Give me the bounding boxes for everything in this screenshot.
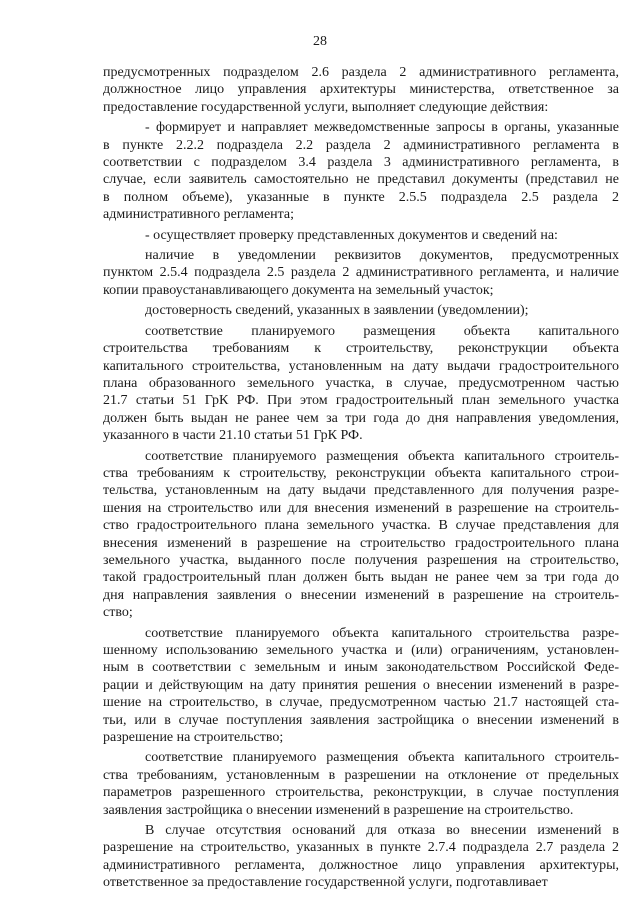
text-line: указанного в части 21.10 статьи 51 ГрК РФ. bbox=[103, 428, 363, 444]
paragraph bbox=[103, 119, 619, 223]
text-line: соответствии с подразделом 3.4 раздела 3 административного регламента, в bbox=[103, 155, 619, 171]
text-line: шение на строительство, в случае, предусмотренном частью 21.7 настоящей ста- bbox=[103, 695, 619, 711]
text-line: заявления застройщика о внесении изменений в разрешение на строительство. bbox=[103, 802, 574, 818]
text-line: должен быть выдан не ранее чем за три года до дня направления уведомления, bbox=[103, 410, 619, 426]
text-line: разрешение на строительство; bbox=[103, 730, 284, 746]
text-line: шения на строительство или для внесения изменений в разрешение на строитель- bbox=[103, 500, 619, 516]
text-line: - осуществляет проверку представленных документов и сведений на: bbox=[145, 227, 558, 243]
text-line: капитального строительства, установленным на дату выдачи градостроительного bbox=[103, 358, 619, 374]
text-line: параметров разрешенного строительства, реконструкции, в случае поступления bbox=[103, 785, 619, 801]
paragraph bbox=[103, 302, 619, 319]
text-line: соответствие планируемого объекта капитального строительства разре- bbox=[145, 625, 619, 641]
text-line: ства требованиям к строительству, реконструкции объекта капитального строи- bbox=[103, 465, 619, 481]
text-line: разрешение на строительство, указанных в пункте 2.7.4 подраздела 2.7 раздела 2 bbox=[103, 840, 619, 856]
text-line: предусмотренных подразделом 2.6 раздела 2 административного регламента, bbox=[103, 65, 619, 80]
text-line: тельства, установленным на дату выдачи представленного для получения разре- bbox=[103, 483, 619, 499]
text-line: в пункте 2.2.2 подраздела 2.2 раздела 2 административного регламента в bbox=[103, 137, 619, 153]
text-line: ства требованиям, установленным в разрешении на отклонение от предельных bbox=[103, 767, 619, 783]
text-line: соответствие планируемого размещения объекта капитального строитель- bbox=[145, 750, 619, 766]
text-line: копии правоустанавливающего документа на земельный участок; bbox=[103, 282, 494, 298]
paragraph bbox=[103, 64, 619, 116]
text-line: строительства требованиям к строительству, реконструкции объекта bbox=[103, 341, 619, 357]
text-line: - формирует и направляет межведомственные запросы в органы, указанные bbox=[145, 120, 619, 136]
paragraph bbox=[103, 323, 619, 445]
paragraph bbox=[103, 749, 619, 819]
text-line: пунктом 2.5.4 подраздела 2.5 раздела 2 административного регламента, и наличие bbox=[103, 265, 619, 281]
text-line: ство; bbox=[103, 605, 133, 621]
text-line: тьи, или в случае поступления заявления застройщика о внесении изменений в bbox=[103, 712, 619, 728]
paragraph bbox=[103, 625, 619, 747]
text-line: дня направления заявления о внесении изменений в разрешение на строитель- bbox=[103, 587, 619, 603]
paragraph bbox=[103, 227, 619, 244]
text-line: в полном объеме), указанные в пункте 2.5.5 подраздела 2.5 раздела 2 bbox=[103, 189, 619, 205]
text-line: наличие в уведомлении реквизитов документов, предусмотренных bbox=[145, 248, 619, 264]
text-line: 21.7 статьи 51 ГрК РФ. При этом градостроительный план земельного участка bbox=[103, 393, 619, 409]
text-line: шенному использованию земельного участка и (или) ограничениям, установлен- bbox=[103, 643, 619, 658]
text-line: соответствие планируемого размещения объекта капитального строитель- bbox=[145, 448, 619, 464]
paragraph bbox=[103, 247, 619, 299]
page-number: 28 bbox=[313, 34, 327, 49]
text-line: земельного участка, выданного после получения разрешения на строительство, bbox=[103, 552, 619, 568]
text-line: ответственное за предоставление государственной услуги, подготавливает bbox=[103, 875, 548, 891]
paragraph bbox=[103, 822, 619, 892]
text-line: В случае отсутствия оснований для отказа во внесении изменений в bbox=[145, 823, 619, 839]
text-line: административного регламента; bbox=[103, 207, 295, 223]
text-line: ство градостроительного плана земельного участка. В случае представления для bbox=[103, 518, 619, 534]
text-line: рации и действующим на дату принятия решения о внесении изменений в разре- bbox=[103, 677, 619, 693]
text-line: такой градостроительный план должен быть выдан не ранее чем за три года до bbox=[103, 570, 619, 586]
text-line: плана образованного земельного участка, в случае, предусмотренном частью bbox=[103, 375, 619, 391]
text-line: должностное лицо управления архитектуры министерства, ответственное за bbox=[103, 82, 619, 98]
text-line: ным в соответствии с земельным и иным законодательством Российской Феде- bbox=[103, 660, 619, 676]
text-line: случае, если заявитель самостоятельно не представил документы (представил не bbox=[103, 172, 619, 188]
text-line: достоверность сведений, указанных в заявлении (уведомлении); bbox=[145, 303, 529, 319]
text-line: соответствие планируемого размещения объекта капитального bbox=[145, 323, 619, 339]
text-line: административного регламента, должностное лицо управления архитектуры, bbox=[103, 857, 619, 873]
paragraph bbox=[103, 448, 619, 622]
text-line: предоставление государственной услуги, выполняет следующие действия: bbox=[103, 99, 549, 115]
document-body bbox=[103, 64, 619, 895]
text-line: внесения изменений в разрешение на строительство градостроительного плана bbox=[103, 535, 619, 551]
